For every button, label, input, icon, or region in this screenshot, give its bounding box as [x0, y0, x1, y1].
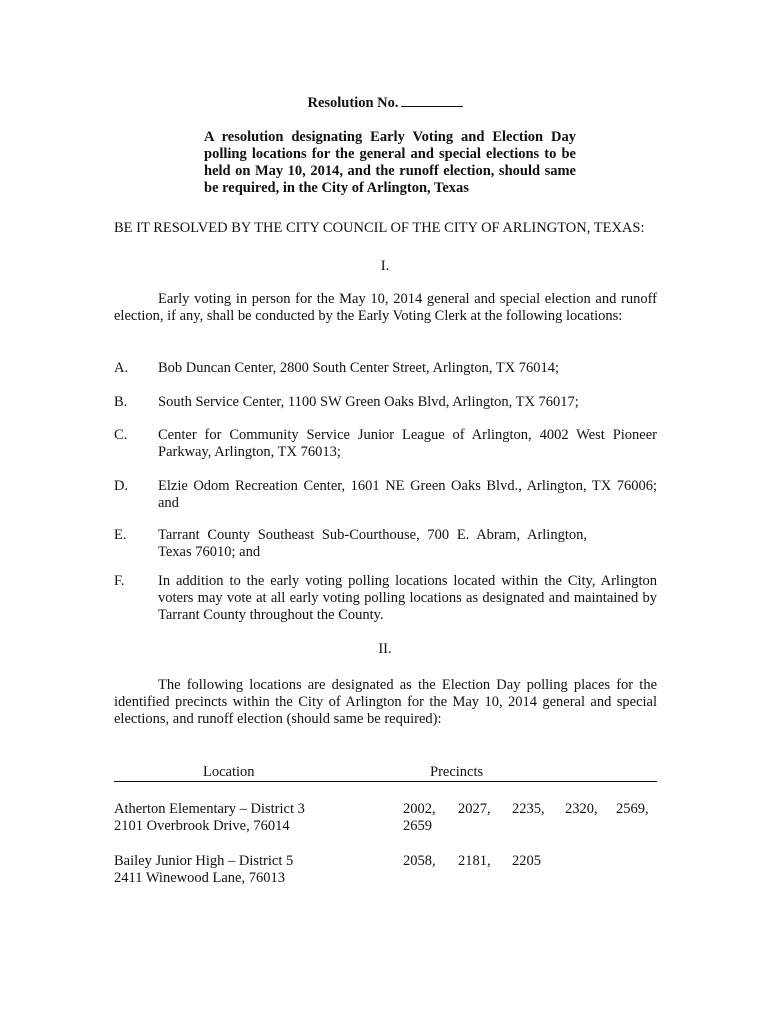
- list-item-text: Center for Community Service Junior League of Arlington, 4002 West Pioneer Parkway, Arlington, TX 76013;: [158, 427, 657, 460]
- list-item-letter: C.: [114, 427, 128, 443]
- location-address: 2411 Winewood Lane, 76013: [114, 870, 285, 886]
- precinct-number: 2027,: [458, 801, 491, 817]
- list-item-text: Bob Duncan Center, 2800 South Center Street, Arlington, TX 76014;: [158, 360, 560, 376]
- location-address: 2101 Overbrook Drive, 76014: [114, 818, 290, 834]
- list-item: [114, 427, 657, 461]
- resolution-title: [0, 94, 770, 112]
- resolution-number-blank: [401, 94, 463, 107]
- list-item-letter: A.: [114, 360, 129, 376]
- precincts-line: [403, 818, 663, 835]
- list-item: [114, 478, 657, 512]
- list-item-letter: D.: [114, 478, 129, 494]
- precinct-number: 2058,: [403, 853, 436, 869]
- precinct-number: 2205: [512, 853, 541, 869]
- precincts-line: [403, 801, 663, 818]
- precinct-number: 2235,: [512, 801, 545, 817]
- list-item-text: Elzie Odom Recreation Center, 1601 NE Green Oaks Blvd., Arlington, TX 76006; and: [158, 478, 657, 511]
- precinct-number: 2181,: [458, 853, 491, 869]
- resolution-title-text: Resolution No.: [307, 95, 399, 111]
- location-name: Atherton Elementary – District 3: [114, 801, 305, 817]
- list-item-letter: B.: [114, 394, 128, 410]
- resolved-clause: BE IT RESOLVED BY THE CITY COUNCIL OF THE CITY OF ARLINGTON, TEXAS:: [114, 220, 645, 236]
- list-item-letter: E.: [114, 527, 127, 543]
- list-item: [114, 360, 657, 377]
- column-header-precincts: Precincts: [430, 764, 484, 780]
- section-1-heading: I.: [380, 258, 390, 274]
- resolution-caption: A resolution designating Early Voting and Election Day polling locations for the general and special elections to be held on May 10, 2014, and the runoff election, should same be required, in the City of Arlington, Texas: [204, 129, 576, 196]
- precinct-number: 2320,: [565, 801, 598, 817]
- section-2-heading: II.: [378, 641, 392, 657]
- list-item: [114, 573, 657, 624]
- precinct-number: 2002,: [403, 801, 436, 817]
- column-header-location: Location: [203, 764, 255, 780]
- list-item-text: Tarrant County Southeast Sub-Courthouse, 700 E. Abram, Arlington, Texas 76010; and: [158, 527, 587, 560]
- location-cell: [114, 801, 394, 835]
- list-item-text: South Service Center, 1100 SW Green Oaks Blvd, Arlington, TX 76017;: [158, 394, 579, 410]
- precinct-number: 2659: [403, 818, 432, 834]
- list-item: [114, 527, 657, 561]
- list-item: [114, 394, 657, 411]
- precincts-cell: [403, 801, 663, 835]
- precincts-cell: [403, 853, 663, 870]
- list-item-text: In addition to the early voting polling locations located within the City, Arlington voters may vote at all early voting polling locations as designated and maintained by Tarrant County throughout the County.: [158, 573, 657, 623]
- table-header: [114, 764, 657, 782]
- location-name: Bailey Junior High – District 5: [114, 853, 294, 869]
- location-cell: [114, 853, 394, 887]
- section-1-paragraph: Early voting in person for the May 10, 2014 general and special election and runoff election, if any, shall be conducted by the Early Voting Clerk at the following locations:: [114, 291, 657, 324]
- list-item-letter: F.: [114, 573, 125, 589]
- section-2-paragraph: The following locations are designated as the Election Day polling places for the identified precincts within the City of Arlington for the May 10, 2014 general and special elections, and runoff election (should same be required):: [114, 677, 657, 727]
- precincts-line: [403, 853, 663, 870]
- precinct-number: 2569,: [616, 801, 649, 817]
